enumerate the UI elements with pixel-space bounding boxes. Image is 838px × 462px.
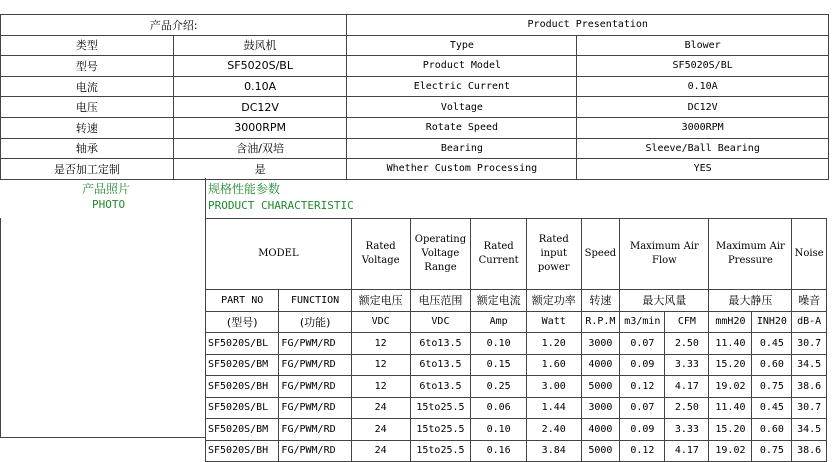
unit-cfm: CFM	[665, 311, 709, 333]
pressure-inh2o-cell: 0.75	[752, 440, 792, 462]
noise-cell: 34.5	[792, 419, 827, 441]
op-voltage-header: Operating Voltage Range	[410, 219, 471, 290]
presentation-row	[1, 76, 829, 97]
noise-cn: 噪音	[792, 290, 827, 312]
rated-current-cell: 0.10	[471, 333, 527, 355]
cn-label: 是否加工定制	[1, 159, 174, 180]
function-cell: FG/PWM/RD	[279, 333, 351, 355]
pressure-inh2o-cell: 0.45	[752, 397, 792, 419]
pressure-mmh2o-cell: 19.02	[709, 376, 752, 398]
air-flow-cfm-cell: 4.17	[665, 440, 709, 462]
en-value: Blower	[577, 35, 829, 56]
air-flow-m3min-cell: 0.09	[620, 354, 665, 376]
cn-value: 是	[173, 159, 347, 180]
air-flow-cfm-cell: 3.33	[665, 419, 709, 441]
max-pressure-header: Maximum Air Pressure	[709, 219, 792, 290]
max-flow-cn: 最大风量	[620, 290, 709, 312]
voltage-range-cell: 6to13.5	[410, 376, 471, 398]
function-cell: FG/PWM/RD	[279, 440, 351, 462]
rated-voltage-cell: 12	[351, 354, 410, 376]
voltage-range-cell: 6to13.5	[410, 354, 471, 376]
en-value: 0.10A	[577, 76, 829, 97]
part-no-header: PART NO	[206, 290, 279, 312]
air-flow-cfm-cell: 2.50	[665, 397, 709, 419]
rated-power-cn: 额定功率	[526, 290, 581, 312]
presentation-row	[1, 56, 829, 77]
cn-label: 轴承	[1, 138, 174, 159]
product-presentation-table	[0, 14, 829, 180]
en-label: Product Model	[347, 56, 577, 77]
rated-power-cell: 2.40	[526, 419, 581, 441]
unit-dba: dB-A	[792, 311, 827, 333]
part-no-cell: SF5020S/BL	[206, 397, 279, 419]
unit-m3min: m3/min	[620, 311, 665, 333]
air-flow-cfm-cell: 4.17	[665, 376, 709, 398]
presentation-row	[1, 117, 829, 138]
voltage-range-cell: 6to13.5	[410, 333, 471, 355]
part-no-cn: (型号)	[206, 311, 279, 333]
photo-label-en: PHOTO	[92, 198, 126, 211]
function-cell: FG/PWM/RD	[279, 376, 351, 398]
rated-current-cell: 0.15	[471, 354, 527, 376]
en-value: YES	[577, 159, 829, 180]
max-pressure-cn: 最大静压	[709, 290, 792, 312]
cn-label: 转速	[1, 117, 174, 138]
cn-label: 电压	[1, 97, 174, 118]
rated-voltage-cell: 24	[351, 397, 410, 419]
cn-value: DC12V	[173, 97, 347, 118]
en-label: Type	[347, 35, 577, 56]
air-flow-cfm-cell: 2.50	[665, 333, 709, 355]
rated-power-cell: 3.84	[526, 440, 581, 462]
air-flow-m3min-cell: 0.09	[620, 419, 665, 441]
pressure-mmh2o-cell: 15.20	[709, 354, 752, 376]
rated-current-cell: 0.16	[471, 440, 527, 462]
function-cell: FG/PWM/RD	[279, 354, 351, 376]
speed-header: Speed	[581, 219, 620, 290]
function-header: FUNCTION	[279, 290, 351, 312]
photo-label-cn: 产品照片	[82, 182, 131, 196]
presentation-row	[1, 138, 829, 159]
rated-power-cell: 1.44	[526, 397, 581, 419]
pressure-inh2o-cell: 0.60	[752, 419, 792, 441]
voltage-range-cn: 电压范围	[410, 290, 471, 312]
speed-cell: 5000	[581, 440, 620, 462]
pressure-inh2o-cell: 0.45	[752, 333, 792, 355]
en-label: Rotate Speed	[347, 117, 577, 138]
header-en: Product Presentation	[347, 15, 829, 36]
part-no-cell: SF5020S/BH	[206, 440, 279, 462]
max-flow-header: Maximum Air Flow	[620, 219, 709, 290]
presentation-row	[1, 35, 829, 56]
photo-area	[0, 218, 205, 438]
presentation-row	[1, 97, 829, 118]
voltage-range-cell: 15to25.5	[410, 419, 471, 441]
en-value: 3000RPM	[577, 117, 829, 138]
pressure-mmh2o-cell: 11.40	[709, 333, 752, 355]
spec-row	[206, 354, 827, 376]
cn-value: SF5020S/BL	[173, 56, 347, 77]
air-flow-m3min-cell: 0.12	[620, 376, 665, 398]
air-flow-m3min-cell: 0.12	[620, 440, 665, 462]
rated-power-cell: 1.20	[526, 333, 581, 355]
rated-voltage-header: Rated Voltage	[351, 219, 410, 290]
pressure-inh2o-cell: 0.75	[752, 376, 792, 398]
noise-header: Noise	[792, 219, 827, 290]
function-cell: FG/PWM/RD	[279, 397, 351, 419]
part-no-cell: SF5020S/BL	[206, 333, 279, 355]
rated-voltage-cell: 12	[351, 376, 410, 398]
part-no-cell: SF5020S/BH	[206, 376, 279, 398]
en-label: Electric Current	[347, 76, 577, 97]
voltage-range-cell: 15to25.5	[410, 440, 471, 462]
rated-voltage-cn: 额定电压	[351, 290, 410, 312]
en-value: Sleeve/Ball Bearing	[577, 138, 829, 159]
spec-title-cn: 规格性能参数	[208, 182, 281, 196]
noise-cell: 30.7	[792, 397, 827, 419]
en-label: Whether Custom Processing	[347, 159, 577, 180]
unit-inh2o: INH20	[752, 311, 792, 333]
noise-cell: 30.7	[792, 333, 827, 355]
cn-value: 含油/双培	[173, 138, 347, 159]
air-flow-m3min-cell: 0.07	[620, 333, 665, 355]
rated-voltage-cell: 12	[351, 333, 410, 355]
unit-mmh2o: mmH20	[709, 311, 752, 333]
cn-label: 电流	[1, 76, 174, 97]
pressure-mmh2o-cell: 15.20	[709, 419, 752, 441]
header-cn: 产品介绍:	[1, 15, 347, 36]
air-flow-cfm-cell: 3.33	[665, 354, 709, 376]
function-cn: (功能)	[279, 311, 351, 333]
unit-vdc-range: VDC	[410, 311, 471, 333]
speed-cell: 3000	[581, 397, 620, 419]
cn-label: 类型	[1, 35, 174, 56]
presentation-row	[1, 159, 829, 180]
pressure-mmh2o-cell: 19.02	[709, 440, 752, 462]
rated-power-cell: 1.60	[526, 354, 581, 376]
speed-cell: 5000	[581, 376, 620, 398]
speed-cell: 4000	[581, 354, 620, 376]
spec-head-row-1	[206, 219, 827, 290]
noise-cell: 38.6	[792, 376, 827, 398]
spec-row	[206, 397, 827, 419]
spec-row	[206, 419, 827, 441]
rated-current-cell: 0.06	[471, 397, 527, 419]
rated-current-cell: 0.10	[471, 419, 527, 441]
speed-cell: 4000	[581, 419, 620, 441]
unit-vdc-rated: VDC	[351, 311, 410, 333]
rated-voltage-cell: 24	[351, 440, 410, 462]
noise-cell: 34.5	[792, 354, 827, 376]
rated-current-header: Rated Current	[471, 219, 527, 290]
en-label: Voltage	[347, 97, 577, 118]
cn-label: 型号	[1, 56, 174, 77]
spec-head-row-2	[206, 290, 827, 312]
noise-cell: 38.6	[792, 440, 827, 462]
spec-row	[206, 440, 827, 462]
pressure-inh2o-cell: 0.60	[752, 354, 792, 376]
speed-cn: 转速	[581, 290, 620, 312]
unit-watt: Watt	[526, 311, 581, 333]
en-value: SF5020S/BL	[577, 56, 829, 77]
en-value: DC12V	[577, 97, 829, 118]
spec-row	[206, 333, 827, 355]
cn-value: 鼓风机	[173, 35, 347, 56]
cn-value: 3000RPM	[173, 117, 347, 138]
spec-table	[205, 218, 827, 462]
spec-title-en: PRODUCT CHARACTERISTIC	[208, 199, 354, 212]
presentation-header-row	[1, 15, 829, 36]
en-label: Bearing	[347, 138, 577, 159]
rated-current-cn: 额定电流	[471, 290, 527, 312]
spec-head-row-3	[206, 311, 827, 333]
voltage-range-cell: 15to25.5	[410, 397, 471, 419]
part-no-cell: SF5020S/BM	[206, 419, 279, 441]
rated-power-cell: 3.00	[526, 376, 581, 398]
rated-voltage-cell: 24	[351, 419, 410, 441]
pressure-mmh2o-cell: 11.40	[709, 397, 752, 419]
spec-row	[206, 376, 827, 398]
unit-rpm: R.P.M	[581, 311, 620, 333]
cn-value: 0.10A	[173, 76, 347, 97]
air-flow-m3min-cell: 0.07	[620, 397, 665, 419]
speed-cell: 3000	[581, 333, 620, 355]
part-no-cell: SF5020S/BM	[206, 354, 279, 376]
rated-current-cell: 0.25	[471, 376, 527, 398]
model-header: MODEL	[206, 219, 352, 290]
function-cell: FG/PWM/RD	[279, 419, 351, 441]
unit-amp: Amp	[471, 311, 527, 333]
rated-power-header: Rated input power	[526, 219, 581, 290]
